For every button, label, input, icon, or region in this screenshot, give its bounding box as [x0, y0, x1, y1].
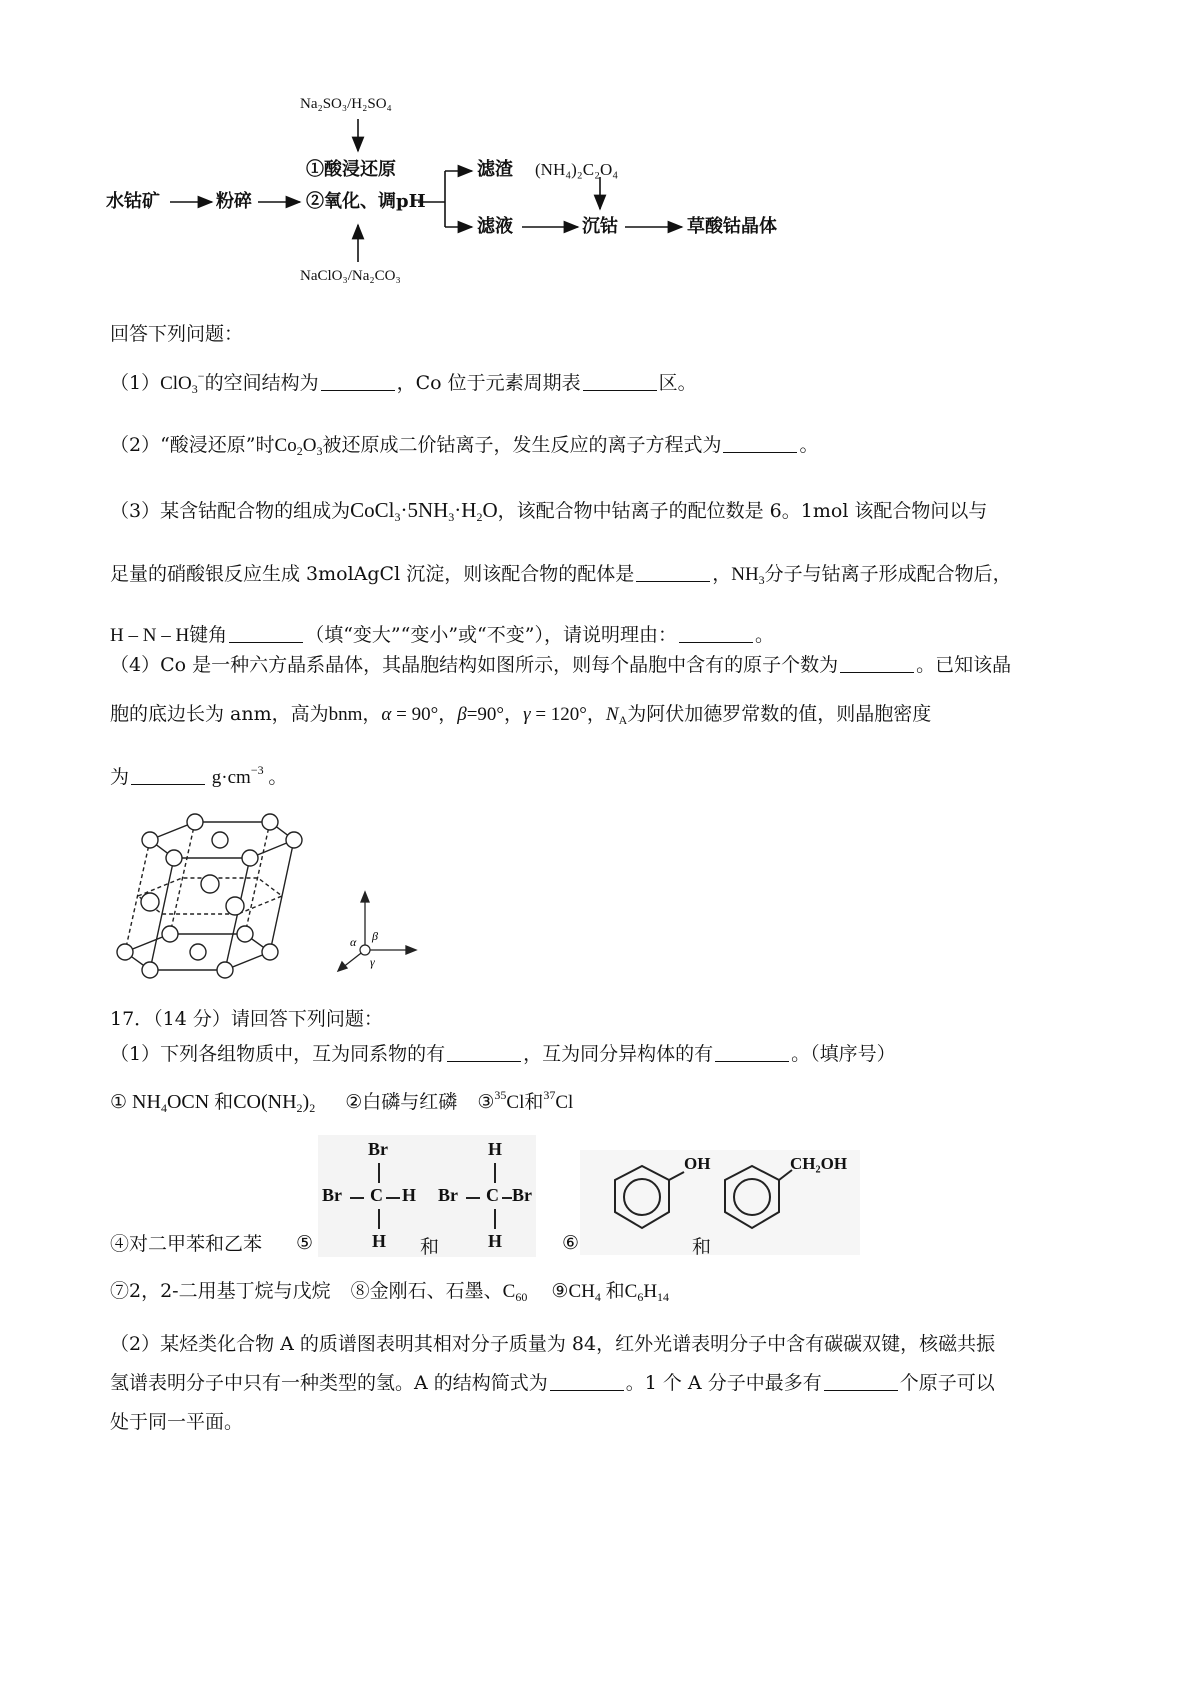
q1-text-c: 区。 — [658, 372, 697, 394]
residue-label: 滤渣 — [477, 159, 513, 180]
q17-part1 — [110, 1042, 896, 1066]
q3-blank-reason[interactable] — [679, 624, 753, 643]
q3-num: （3） — [110, 500, 161, 522]
question-3-line-3 — [110, 623, 774, 648]
q3-text-a: 某含钴配合物的组成为 — [160, 500, 351, 522]
q3-blank-ligand[interactable] — [636, 563, 710, 582]
q2-text-c: 。 — [799, 434, 819, 456]
q3-text-d: ， — [712, 563, 732, 585]
q17-blank-homolog[interactable] — [447, 1043, 521, 1062]
s2-right: Br — [512, 1185, 532, 1205]
q17-part2-line-3: 处于同一平面。 — [110, 1411, 244, 1433]
s1-right: H — [402, 1185, 417, 1205]
q17-part2-line-1: （2）某烃类化合物 A 的质谱图表明其相对分子质量为 84，红外光谱表明分子中含有碳碳双键，核磁共振 — [110, 1333, 996, 1355]
hnh-angle: H – N – H — [110, 625, 190, 646]
height-bnm: bnm — [328, 704, 363, 725]
opt9-and: 和 — [605, 1280, 625, 1302]
q17-p2-b: 氢谱表明分子中只有一种类型的氢。A 的结构简式为 — [110, 1372, 548, 1394]
chlorate-formula: ClO$_3$− — [160, 369, 205, 396]
q1-num: （1） — [110, 372, 161, 394]
flowchart-arrows — [100, 85, 820, 300]
q4-blank-atoms[interactable] — [840, 654, 914, 673]
step1-label: ①酸浸还原 — [306, 159, 396, 180]
benzyl-ch2oh: CH₂OH — [790, 1154, 848, 1173]
q17-p1-b: ，互为同分异构体的有 — [523, 1043, 714, 1065]
flowchart — [100, 85, 820, 300]
ore-label: 水钴矿 — [106, 191, 160, 212]
q1-text-b: ，Co 位于元素周期表 — [396, 372, 581, 394]
gamma-eq: γ — [523, 704, 531, 725]
q4-text-e: 为 — [110, 766, 130, 788]
phenol-oh: OH — [684, 1154, 711, 1173]
alpha-eq: α — [381, 704, 392, 725]
s1-center: C — [370, 1185, 383, 1205]
opt1-and: 和 — [214, 1091, 234, 1113]
q4-text-c: 胞的底边长为 anm，高为 — [110, 703, 329, 725]
q2-text-a: “酸浸还原”时 — [160, 434, 275, 456]
s2-left: Br — [438, 1185, 458, 1205]
cl37: $^{37}$Cl — [543, 1088, 574, 1113]
cl35: $^{35}$Cl — [494, 1088, 525, 1113]
q4-text-d: 为阿伏加德罗常数的值，则晶胞密度 — [627, 703, 932, 725]
phenol-benzyl-box — [580, 1150, 860, 1255]
question-3-line-1 — [110, 498, 987, 523]
nh3-formula: $NH_3$ — [731, 564, 765, 587]
options-row-1 — [110, 1090, 573, 1115]
avogadro-symbol: N — [605, 704, 619, 725]
question-4-line-1 — [110, 653, 1011, 677]
opt1-circ: ① — [110, 1091, 128, 1113]
urea-formula: $CO(NH_2)_2$ — [233, 1091, 316, 1115]
opt2-text: ②白磷与红磷 — [345, 1091, 458, 1113]
nh4ocn-formula: $NH_4OCN$ — [127, 1091, 215, 1115]
options-row-3 — [110, 1279, 669, 1304]
density-unit: $g\cdot cm^{-3}$ — [207, 763, 264, 788]
question-4-line-2: 胞的底边长为 anm，高为bnm，α = 90°，β=90°，γ = 120°，$N_A$为阿伏加德罗常数的值，则晶胞密度 — [110, 703, 932, 727]
q2-blank[interactable] — [723, 434, 797, 453]
q17-blank-structure[interactable] — [550, 1372, 624, 1391]
filtrate-label: 滤液 — [477, 216, 513, 237]
opt5-and: 和 — [420, 1236, 440, 1258]
complex-formula: $CoCl_3\cdot 5NH_3\cdot H_2O$ — [350, 498, 498, 524]
question-4-line-3: 为 $g\cdot cm^{-3}$ 。 — [110, 763, 288, 788]
q3-text-h: 。 — [754, 624, 774, 646]
question-3-line-2 — [110, 562, 1012, 587]
opt6-and: 和 — [692, 1236, 712, 1258]
axis-beta: β — [372, 929, 378, 943]
step2-label: ②氧化、调pH — [306, 191, 426, 212]
q17-blank-atoms[interactable] — [824, 1372, 898, 1391]
beta-eq: β — [457, 704, 467, 725]
q17-p1-a: （1）下列各组物质中，互为同系物的有 — [110, 1043, 446, 1065]
q2-num: （2） — [110, 434, 161, 456]
q17-p1-c: 。（填序号） — [791, 1043, 896, 1065]
q2-text-b: 被还原成二价钴离子，发生反应的离子方程式为 — [322, 434, 722, 456]
s2-top: H — [488, 1139, 503, 1159]
q17-title: 17．（14 分）请回答下列问题： — [110, 1008, 383, 1030]
s1-top: Br — [368, 1139, 388, 1159]
s1-bottom: H — [372, 1231, 387, 1251]
opt4-text: ④对二甲苯和乙苯 — [110, 1233, 263, 1255]
opt8-text: ⑧金刚石、石墨、 — [350, 1280, 503, 1302]
question-1 — [110, 371, 697, 396]
q4-text-b: 。已知该晶 — [916, 654, 1012, 676]
s2-center: C — [486, 1185, 499, 1205]
reagent-bottom: NaClO₃/Na₂CO₃ — [300, 268, 401, 284]
axis-alpha: α — [350, 935, 357, 949]
opt7-text: ⑦2，2-二用基丁烷与戊烷 — [110, 1280, 331, 1302]
opt3-circ: ③ — [477, 1091, 495, 1113]
crush-label: 粉碎 — [216, 191, 252, 212]
ch4-formula: $CH_4$ — [568, 1281, 601, 1304]
q4-blank-density[interactable] — [131, 766, 205, 785]
precipitate-label: 沉钴 — [582, 216, 618, 237]
opt5-label: ⑤ — [296, 1232, 314, 1254]
axis-gamma: γ — [370, 955, 375, 969]
q3-text-f: 键角 — [189, 624, 228, 646]
q3-blank-angle[interactable] — [229, 624, 303, 643]
reagent-top: Na₂SO₃/H₂SO₄ — [300, 96, 392, 112]
hexagonal-cell-diagram — [110, 810, 425, 980]
c60-formula: $C_{60}$ — [502, 1281, 528, 1304]
co2o3-formula: $Co_2O_3$ — [274, 435, 323, 458]
q3-text-g: （填“变大”“变小”或“不变”），请说明理由： — [305, 624, 677, 646]
q1-blank-2[interactable] — [583, 372, 657, 391]
intro-text: 回答下列问题： — [110, 323, 244, 345]
q4-text-a: Co 是一种六方晶系晶体，其晶胞结构如图所示，则每个晶胞中含有的原子个数为 — [160, 654, 839, 676]
q17-blank-isomer[interactable] — [715, 1043, 789, 1062]
oxalate-label: (NH₄)₂C₂O₄ — [535, 160, 619, 179]
q17-p2-d: 个原子可以 — [899, 1372, 995, 1394]
q3-text-c: 足量的硝酸银反应生成 3molAgCl 沉淀，则该配合物的配体是 — [110, 563, 635, 585]
opt9-circ: ⑨ — [551, 1280, 569, 1302]
product-label: 草酸钴晶体 — [687, 216, 777, 237]
q17-p2-c: 。1 个 A 分子中最多有 — [625, 1372, 822, 1394]
q17-part2-line-2 — [110, 1371, 995, 1395]
c6h14-formula: $C_6H_{14}$ — [624, 1281, 670, 1304]
opt3-and: 和 — [524, 1091, 544, 1113]
s2-bottom: H — [488, 1231, 503, 1251]
question-2 — [110, 433, 818, 458]
q1-text-a: 的空间结构为 — [204, 372, 319, 394]
q4-num: （4） — [110, 654, 161, 676]
q1-blank-1[interactable] — [321, 372, 395, 391]
q3-text-e: 分子与钴离子形成配合物后， — [764, 563, 1012, 585]
q3-text-b: ，该配合物中钴离子的配位数是 6。1mol 该配合物问以与 — [497, 500, 988, 522]
s1-left: Br — [322, 1185, 342, 1205]
opt6-label: ⑥ — [562, 1232, 580, 1254]
options-row-2 — [110, 1232, 262, 1256]
